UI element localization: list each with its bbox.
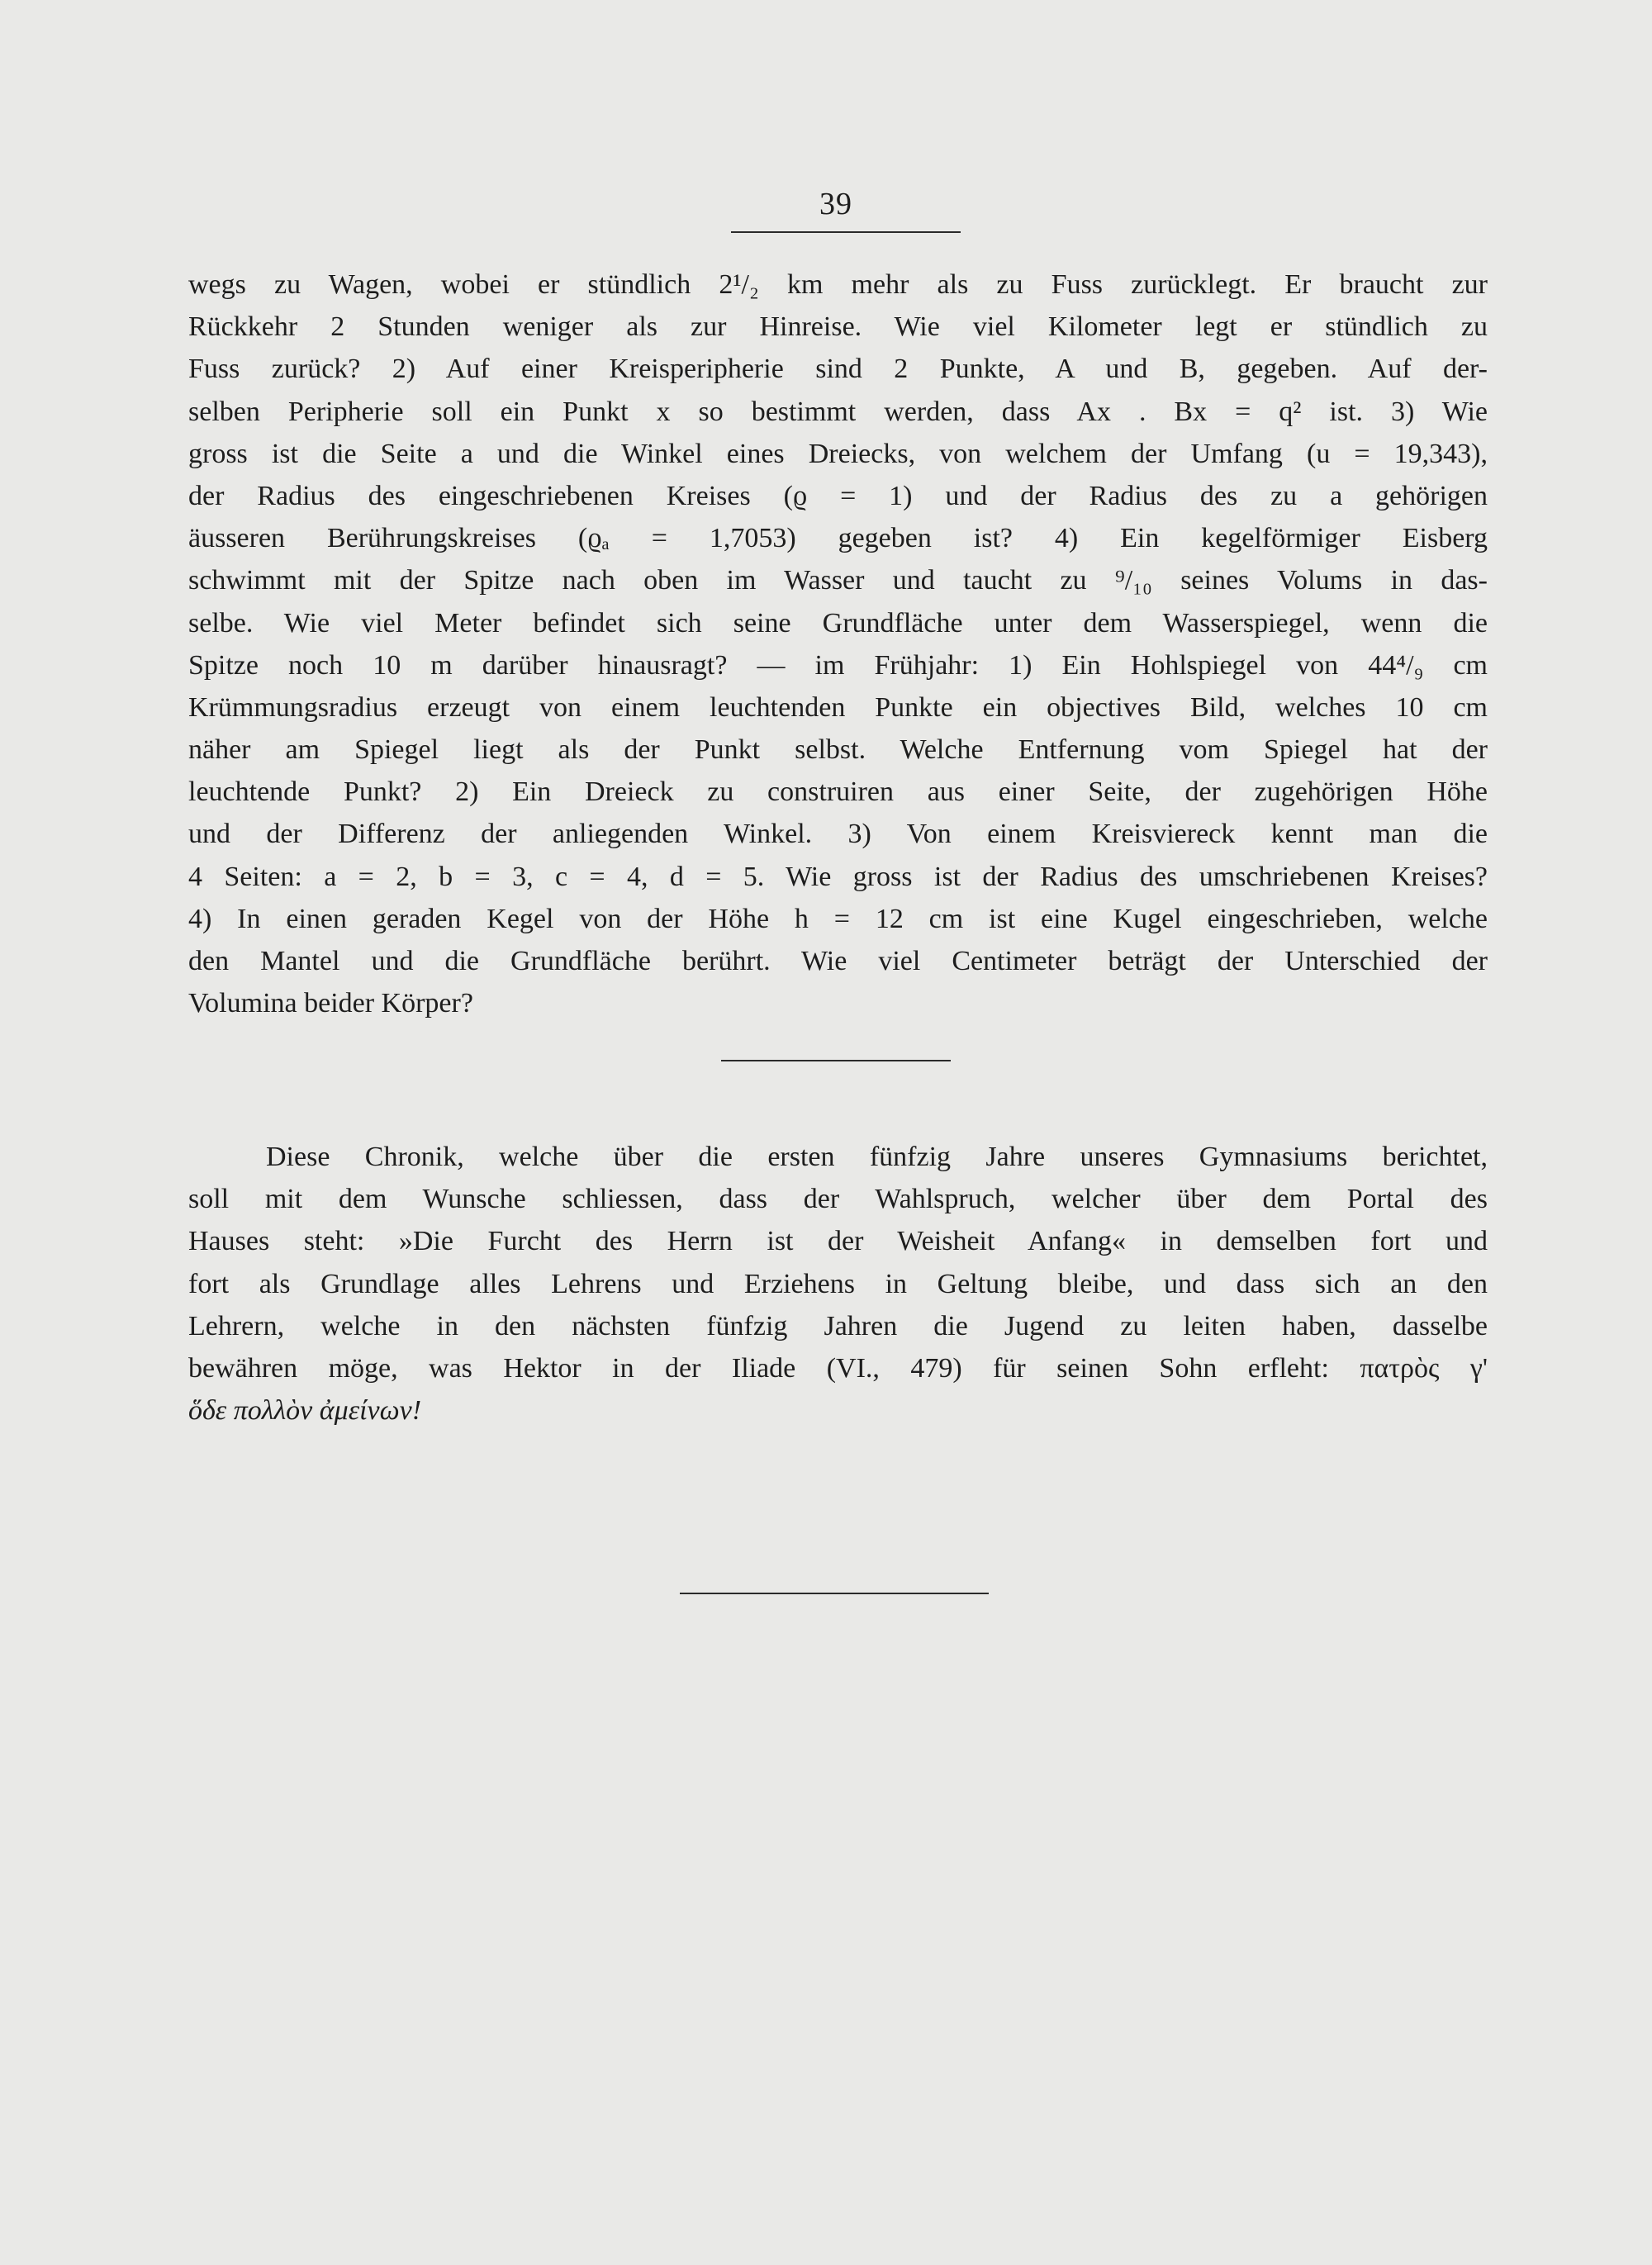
text-line: Fuss zurück? 2) Auf einer Kreisperipherie sind 2 Punkte, A und B, gegeben. Auf der- bbox=[188, 354, 1488, 385]
header-rule bbox=[731, 231, 961, 233]
text-line: selben Peripherie soll ein Punkt x so bestimmt werden, dass Ax . Bx = q² ist. 3) Wie bbox=[188, 396, 1488, 427]
text-line: näher am Spiegel liegt als der Punkt selbst. Welche Entfernung vom Spiegel hat der bbox=[188, 734, 1488, 766]
text-line: Rückkehr 2 Stunden weniger als zur Hinreise. Wie viel Kilometer legt er stündlich zu bbox=[188, 311, 1488, 343]
text-line: Volumina beider Körper? bbox=[188, 988, 473, 1019]
greek-quote-line: ὅδε πολλὸν ἀμείνων! bbox=[188, 1395, 422, 1427]
paragraph-exam-problems bbox=[188, 264, 1488, 1024]
section-rule bbox=[721, 1060, 951, 1061]
text-line: selbe. Wie viel Meter befindet sich seine Grundfläche unter dem Wasserspiegel, wenn die bbox=[188, 607, 1488, 639]
text-line: 4) In einen geraden Kegel von der Höhe h = 12 cm ist eine Kugel eingeschrieben, welche bbox=[188, 903, 1488, 934]
text-line: Diese Chronik, welche über die ersten fünfzig Jahre unseres Gymnasiums berichtet, bbox=[266, 1142, 1488, 1172]
text-line: fort als Grundlage alles Lehrens und Erziehens in Geltung bleibe, und dass sich an den bbox=[188, 1268, 1488, 1299]
text-line: bewähren möge, was Hektor in der Iliade (VI., 479) für seinen Sohn erfleht: πατρὸς γ' bbox=[188, 1352, 1488, 1384]
end-rule bbox=[680, 1593, 989, 1594]
text-line: wegs zu Wagen, wobei er stündlich 2¹/₂ km mehr als zu Fuss zurücklegt. Er braucht zur bbox=[188, 269, 1488, 300]
text-line: Spitze noch 10 m darüber hinausragt? — im Frühjahr: 1) Ein Hohlspiegel von 44⁴/₉ cm bbox=[188, 649, 1488, 681]
page-number: 39 bbox=[819, 187, 852, 221]
paragraph-closing bbox=[188, 1136, 1488, 1432]
text-line: schwimmt mit der Spitze nach oben im Wasser und taucht zu ⁹/₁₀ seines Volums in das- bbox=[188, 565, 1488, 596]
text-line: äusseren Berührungskreises (ϱₐ = 1,7053) gegeben ist? 4) Ein kegelförmiger Eisberg bbox=[188, 523, 1488, 554]
text-line: 4 Seiten: a = 2, b = 3, c = 4, d = 5. Wie gross ist der Radius des umschriebenen Kreises? bbox=[188, 861, 1488, 892]
text-line: leuchtende Punkt? 2) Ein Dreieck zu construiren aus einer Seite, der zugehörigen Höhe bbox=[188, 776, 1488, 808]
text-line: Hauses steht: »Die Furcht des Herrn ist der Weisheit Anfang« in demselben fort und bbox=[188, 1226, 1488, 1257]
text-line: soll mit dem Wunsche schliessen, dass der Wahlspruch, welcher über dem Portal des bbox=[188, 1184, 1488, 1215]
text-line: den Mantel und die Grundfläche berührt. Wie viel Centimeter beträgt der Unterschied der bbox=[188, 946, 1488, 976]
text-line: Lehrern, welche in den nächsten fünfzig Jahren die Jugend zu leiten haben, dasselbe bbox=[188, 1310, 1488, 1341]
text-line: gross ist die Seite a und die Winkel eines Dreiecks, von welchem der Umfang (u = 19,343), bbox=[188, 438, 1488, 469]
text-line: der Radius des eingeschriebenen Kreises (ϱ = 1) und der Radius des zu a gehörigen bbox=[188, 480, 1488, 511]
text-line: und der Differenz der anliegenden Winkel. 3) Von einem Kreisviereck kennt man die bbox=[188, 819, 1488, 850]
text-line: Krümmungsradius erzeugt von einem leuchtenden Punkte ein objectives Bild, welches 10 cm bbox=[188, 691, 1488, 723]
